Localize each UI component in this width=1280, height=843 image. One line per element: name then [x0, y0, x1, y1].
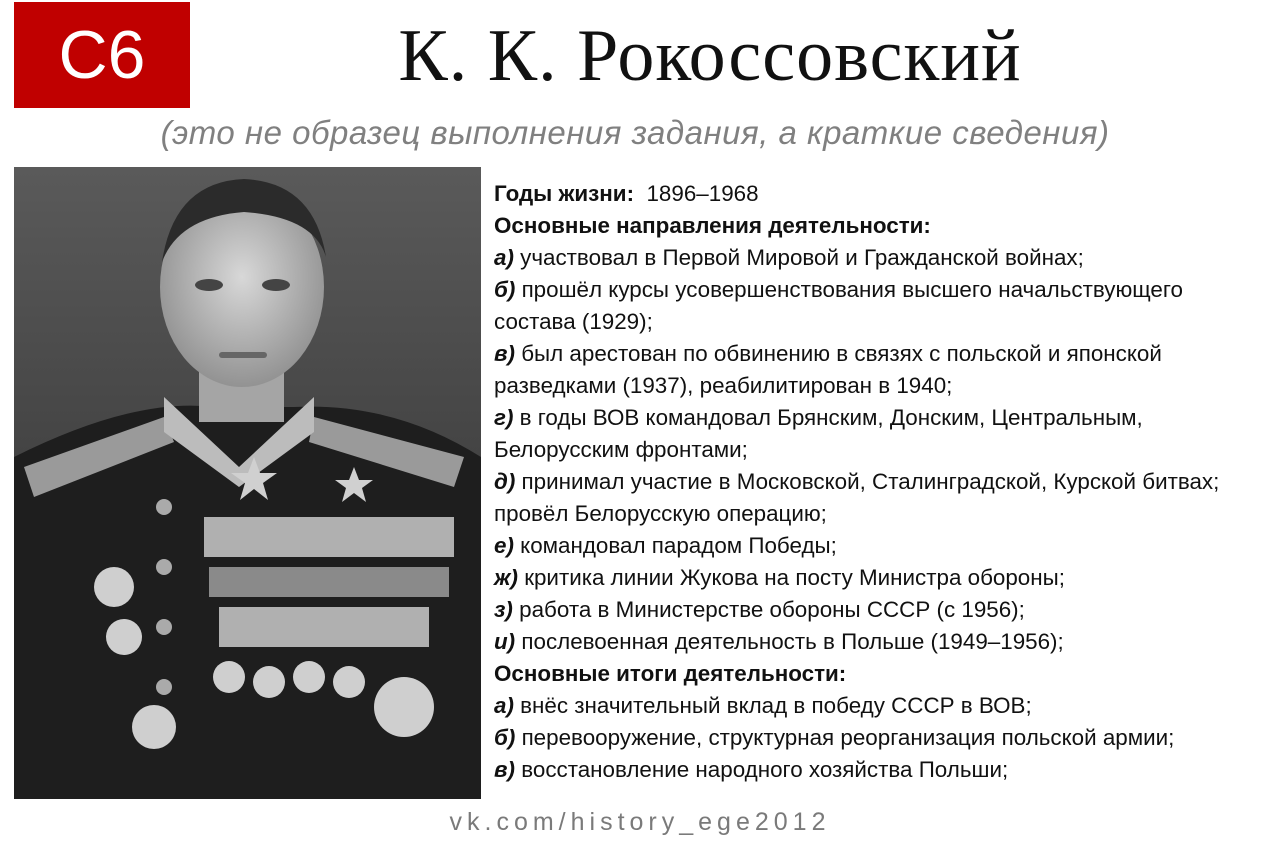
- directions-heading: Основные направления деятельности:: [494, 213, 931, 238]
- info-panel: [494, 178, 1264, 786]
- list-item: д) принимал участие в Московской, Сталинградской, Курской битвах; провёл Белорусскую операцию;: [494, 469, 1220, 526]
- source-footer: vk.com/history_ege2012: [449, 808, 831, 836]
- list-item: б) перевооружение, структурная реорганизация польской армии;: [494, 725, 1175, 750]
- list-item: а) участвовал в Первой Мировой и Гражданской войнах;: [494, 245, 1084, 270]
- list-item: з) работа в Министерстве обороны СССР (с 1956);: [494, 597, 1025, 622]
- portrait-photo: [14, 167, 481, 799]
- years-label: Годы жизни:: [494, 181, 635, 206]
- list-item: г) в годы ВОВ командовал Брянским, Донским, Центральным, Белорусским фронтами;: [494, 405, 1143, 462]
- list-item: е) командовал парадом Победы;: [494, 533, 837, 558]
- task-badge: С6: [14, 2, 190, 108]
- list-item: и) послевоенная деятельность в Польше (1949–1956);: [494, 629, 1064, 654]
- years-value: 1896–1968: [646, 181, 759, 206]
- list-item: ж) критика линии Жукова на посту Министра обороны;: [494, 565, 1065, 590]
- page-subtitle: (это не образец выполнения задания, а краткие сведения): [160, 114, 1110, 151]
- years-line: [494, 178, 1264, 210]
- results-heading: Основные итоги деятельности:: [494, 661, 847, 686]
- page-title: К. К. Рокоссовский: [398, 15, 1022, 97]
- list-item: б) прошёл курсы усовершенствования высшего начальствующего состава (1929);: [494, 277, 1183, 334]
- list-item: а) внёс значительный вклад в победу СССР в ВОВ;: [494, 693, 1032, 718]
- list-item: в) был арестован по обвинению в связях с польской и японской разведками (1937), реабилитирован в 1940;: [494, 341, 1162, 398]
- list-item: в) восстановление народного хозяйства Польши;: [494, 757, 1009, 782]
